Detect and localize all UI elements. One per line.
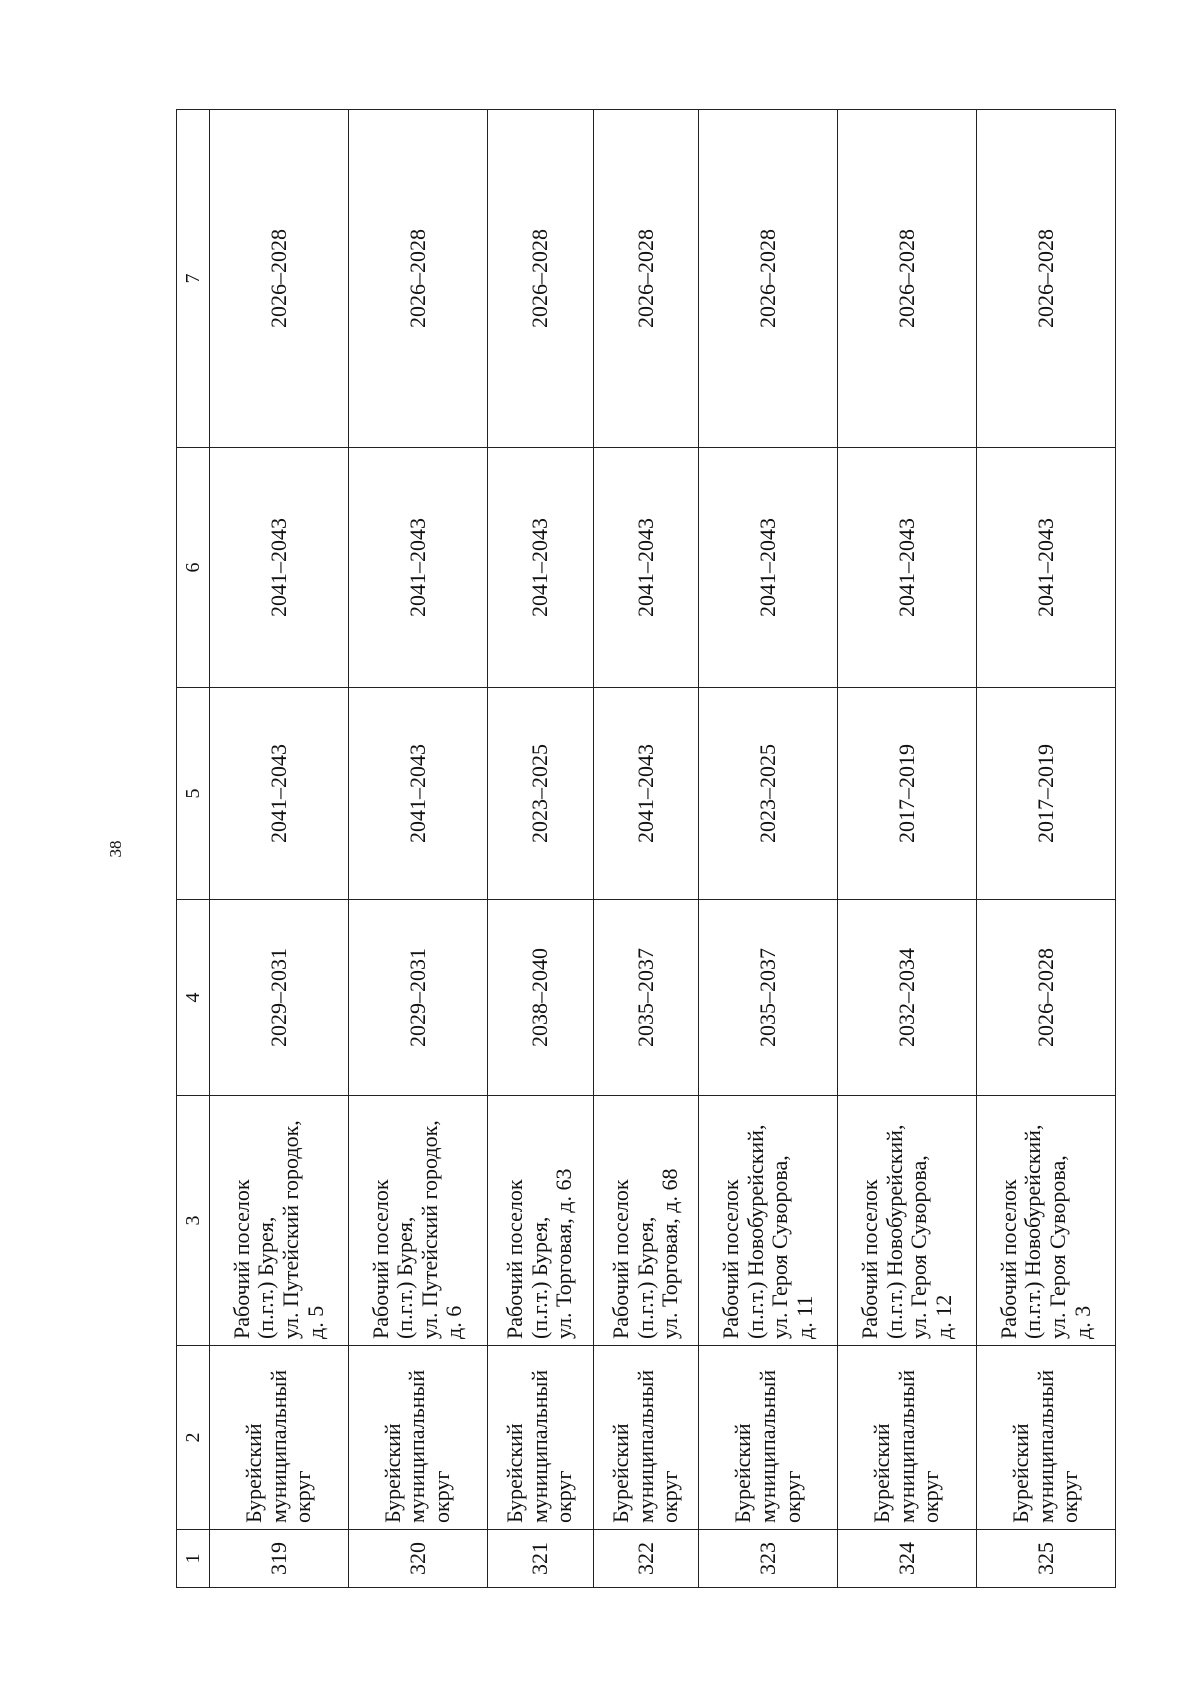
- row-number: 320: [348, 1530, 487, 1588]
- address-line: ул. Героя Суворова,: [906, 1155, 932, 1339]
- address-line: ул. Путейский городок,: [416, 1120, 442, 1339]
- row-number: 325: [977, 1530, 1116, 1588]
- period-cell: 2026–2028: [593, 110, 699, 448]
- period-cell: 2026–2028: [699, 110, 838, 448]
- address-line: Рабочий поселок: [228, 1179, 254, 1339]
- table-row: [487, 110, 593, 1588]
- column-header: 2: [177, 1346, 210, 1530]
- address-line: Рабочий поселок: [502, 1179, 528, 1339]
- period-cell: 2035–2037: [593, 900, 699, 1096]
- table-row: [838, 110, 977, 1588]
- district-line: Бурейский: [379, 1423, 405, 1523]
- address-line: (п.г.т.) Бурея,: [526, 1216, 552, 1339]
- period-cell: 2041–2043: [838, 448, 977, 688]
- period-cell: 2041–2043: [977, 448, 1116, 688]
- district-line: муниципальный: [265, 1369, 291, 1523]
- column-header: 4: [177, 900, 210, 1096]
- address-line: Рабочий поселок: [718, 1179, 744, 1339]
- period-cell: 2041–2043: [348, 448, 487, 688]
- address-line: (п.г.т.) Новобурейский,: [1020, 1124, 1046, 1339]
- column-header: 1: [177, 1530, 210, 1588]
- address-line: ул. Торговая, д. 68: [657, 1168, 683, 1339]
- period-cell: 2026–2028: [838, 110, 977, 448]
- district-cell: [699, 1346, 838, 1530]
- column-header: 3: [177, 1096, 210, 1346]
- address-cell: [487, 1096, 593, 1346]
- address-cell: [593, 1096, 699, 1346]
- period-cell: 2017–2019: [977, 688, 1116, 900]
- district-cell: [977, 1346, 1116, 1530]
- address-line: (п.г.т.) Бурея,: [253, 1216, 279, 1339]
- address-line: ул. Торговая, д. 63: [551, 1168, 577, 1339]
- district-line: округ: [551, 1470, 577, 1523]
- address-line: ул. Путейский городок,: [277, 1120, 303, 1339]
- address-cell: [977, 1096, 1116, 1346]
- row-number: 319: [210, 1530, 349, 1588]
- address-line: ул. Героя Суворова,: [1045, 1155, 1071, 1339]
- district-line: муниципальный: [404, 1369, 430, 1523]
- period-cell: 2041–2043: [487, 448, 593, 688]
- period-cell: 2026–2028: [487, 110, 593, 448]
- period-cell: 2035–2037: [699, 900, 838, 1096]
- table-row: [593, 110, 699, 1588]
- period-cell: 2038–2040: [487, 900, 593, 1096]
- period-cell: 2023–2025: [487, 688, 593, 900]
- period-cell: 2041–2043: [210, 688, 349, 900]
- district-line: округ: [779, 1470, 805, 1523]
- period-cell: 2023–2025: [699, 688, 838, 900]
- district-line: Бурейский: [1008, 1423, 1034, 1523]
- district-line: Бурейский: [608, 1423, 634, 1523]
- table-row: [210, 110, 349, 1588]
- district-line: округ: [918, 1470, 944, 1523]
- address-line: д. 5: [302, 1305, 328, 1339]
- district-line: округ: [657, 1470, 683, 1523]
- address-line: Рабочий поселок: [856, 1179, 882, 1339]
- period-cell: 2041–2043: [593, 448, 699, 688]
- period-cell: 2041–2043: [210, 448, 349, 688]
- table-row: [699, 110, 838, 1588]
- address-cell: [838, 1096, 977, 1346]
- district-line: округ: [290, 1470, 316, 1523]
- district-line: округ: [429, 1470, 455, 1523]
- address-line: д. 6: [441, 1305, 467, 1339]
- district-line: Бурейский: [502, 1423, 528, 1523]
- district-line: округ: [1057, 1470, 1083, 1523]
- district-cell: [838, 1346, 977, 1530]
- district-cell: [348, 1346, 487, 1530]
- address-line: ул. Героя Суворова,: [767, 1155, 793, 1339]
- period-cell: 2041–2043: [699, 448, 838, 688]
- district-line: Бурейский: [240, 1423, 266, 1523]
- page-number: 38: [106, 840, 125, 858]
- row-number: 324: [838, 1530, 977, 1588]
- address-line: (п.г.т.) Новобурейский,: [881, 1124, 907, 1339]
- district-line: муниципальный: [754, 1369, 780, 1523]
- address-line: Рабочий поселок: [367, 1179, 393, 1339]
- header-row: [177, 110, 210, 1588]
- district-line: Бурейский: [869, 1423, 895, 1523]
- address-cell: [210, 1096, 349, 1346]
- period-cell: 2029–2031: [348, 900, 487, 1096]
- table-container: [176, 110, 1116, 1588]
- period-cell: 2032–2034: [838, 900, 977, 1096]
- column-header: 6: [177, 448, 210, 688]
- district-cell: [487, 1346, 593, 1530]
- address-cell: [348, 1096, 487, 1346]
- address-cell: [699, 1096, 838, 1346]
- address-line: д. 12: [930, 1294, 956, 1339]
- period-cell: 2029–2031: [210, 900, 349, 1096]
- address-line: (п.г.т.) Бурея,: [392, 1216, 418, 1339]
- period-cell: 2041–2043: [593, 688, 699, 900]
- table-row: [348, 110, 487, 1588]
- district-cell: [593, 1346, 699, 1530]
- district-line: муниципальный: [1032, 1369, 1058, 1523]
- row-number: 322: [593, 1530, 699, 1588]
- row-number: 321: [487, 1530, 593, 1588]
- column-header: 7: [177, 110, 210, 448]
- district-cell: [210, 1346, 349, 1530]
- row-number: 323: [699, 1530, 838, 1588]
- address-line: д. 3: [1069, 1305, 1095, 1339]
- period-cell: 2017–2019: [838, 688, 977, 900]
- period-cell: 2041–2043: [348, 688, 487, 900]
- district-line: Бурейский: [730, 1423, 756, 1523]
- period-cell: 2026–2028: [977, 110, 1116, 448]
- address-line: Рабочий поселок: [995, 1179, 1021, 1339]
- address-line: (п.г.т.) Бурея,: [632, 1216, 658, 1339]
- period-cell: 2026–2028: [348, 110, 487, 448]
- district-line: муниципальный: [632, 1369, 658, 1523]
- table-row: [977, 110, 1116, 1588]
- address-line: д. 11: [791, 1295, 817, 1339]
- district-line: муниципальный: [893, 1369, 919, 1523]
- column-header: 5: [177, 688, 210, 900]
- district-line: муниципальный: [526, 1369, 552, 1523]
- period-cell: 2026–2028: [210, 110, 349, 448]
- address-line: (п.г.т.) Новобурейский,: [742, 1124, 768, 1339]
- schedule-table: [176, 109, 1116, 1588]
- period-cell: 2026–2028: [977, 900, 1116, 1096]
- address-line: Рабочий поселок: [608, 1179, 634, 1339]
